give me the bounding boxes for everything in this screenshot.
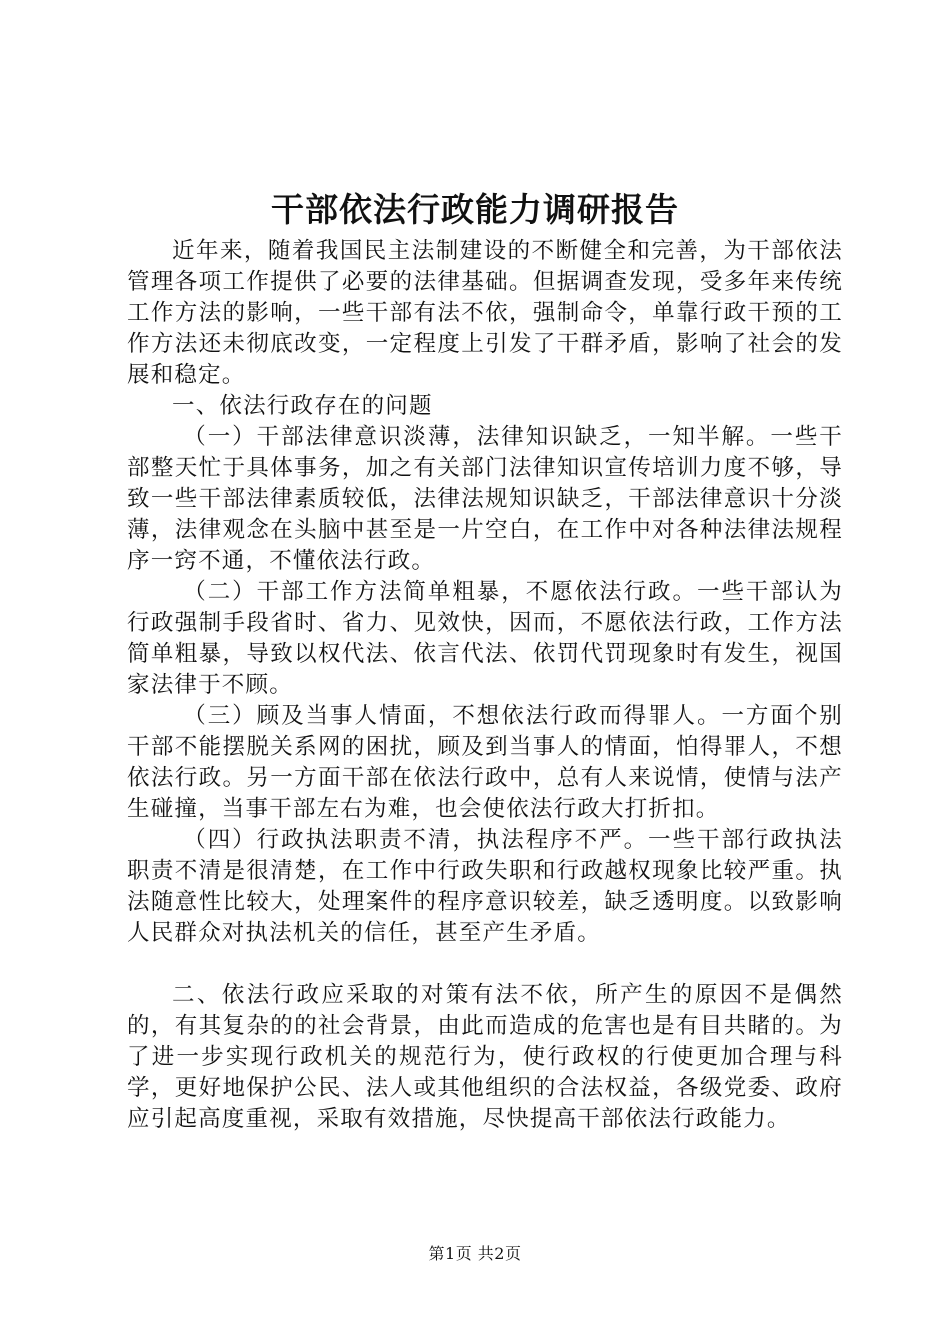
document-title: 干部依法行政能力调研报告: [271, 190, 679, 229]
document-body: [127, 236, 843, 1135]
paragraph-spacer: [127, 949, 843, 980]
section-heading-problems: 一、依法行政存在的问题: [172, 393, 433, 419]
problem-paragraph-4: （四）行政执法职责不清，执法程序不严。一些干部行政执法职责不清是很清楚，在工作中行政失职和行政越权现象比较严重。执法随意性比较大，处理案件的程序意识较差，缺乏透明度。以致影响人民群众对执法机关的信任，甚至产生矛盾。: [127, 827, 843, 946]
problem-paragraph-1: （一）干部法律意识淡薄，法律知识缺乏，一知半解。一些干部整天忙于具体事务，加之有关部门法律知识宣传培训力度不够，导致一些干部法律素质较低，法律法规知识缺乏，干部法律意识十分淡薄，法律观念在头脑中甚至是一片空白，在工作中对各种法律法规程序一窍不通，不懂依法行政。: [127, 424, 843, 574]
problem-paragraph-2: （二）干部工作方法简单粗暴，不愿依法行政。一些干部认为行政强制手段省时、省力、见效快，因而，不愿依法行政，工作方法简单粗暴，导致以权代法、依言代法、依罚代罚现象时有发生，视国家法律于不顾。: [127, 579, 843, 698]
countermeasures-paragraph: 二、依法行政应采取的对策有法不依，所产生的原因不是偶然的，有其复杂的的社会背景，由此而造成的危害也是有目共睹的。为了进一步实现行政机关的规范行为，使行政权的行使更加合理与科学，更好地保护公民、法人或其他组织的合法权益，各级党委、政府应引起高度重视，采取有效措施，尽快提高干部依法行政能力。: [127, 982, 843, 1132]
intro-paragraph: 近年来，随着我国民主法制建设的不断健全和完善，为干部依法管理各项工作提供了必要的法律基础。但据调查发现，受多年来传统工作方法的影响，一些干部有法不依，强制命令，单靠行政干预的工作方法还未彻底改变，一定程度上引发了干群矛盾，影响了社会的发展和稳定。: [127, 238, 843, 388]
problem-paragraph-3: （三）顾及当事人情面，不想依法行政而得罪人。一方面个别干部不能摆脱关系网的困扰，顾及到当事人的情面，怕得罪人，不想依法行政。另一方面干部在依法行政中，总有人来说情，使情与法产生碰撞，当事干部左右为难，也会使依法行政大打折扣。: [127, 703, 843, 822]
page-footer: 第1页 共2页: [428, 1244, 522, 1263]
